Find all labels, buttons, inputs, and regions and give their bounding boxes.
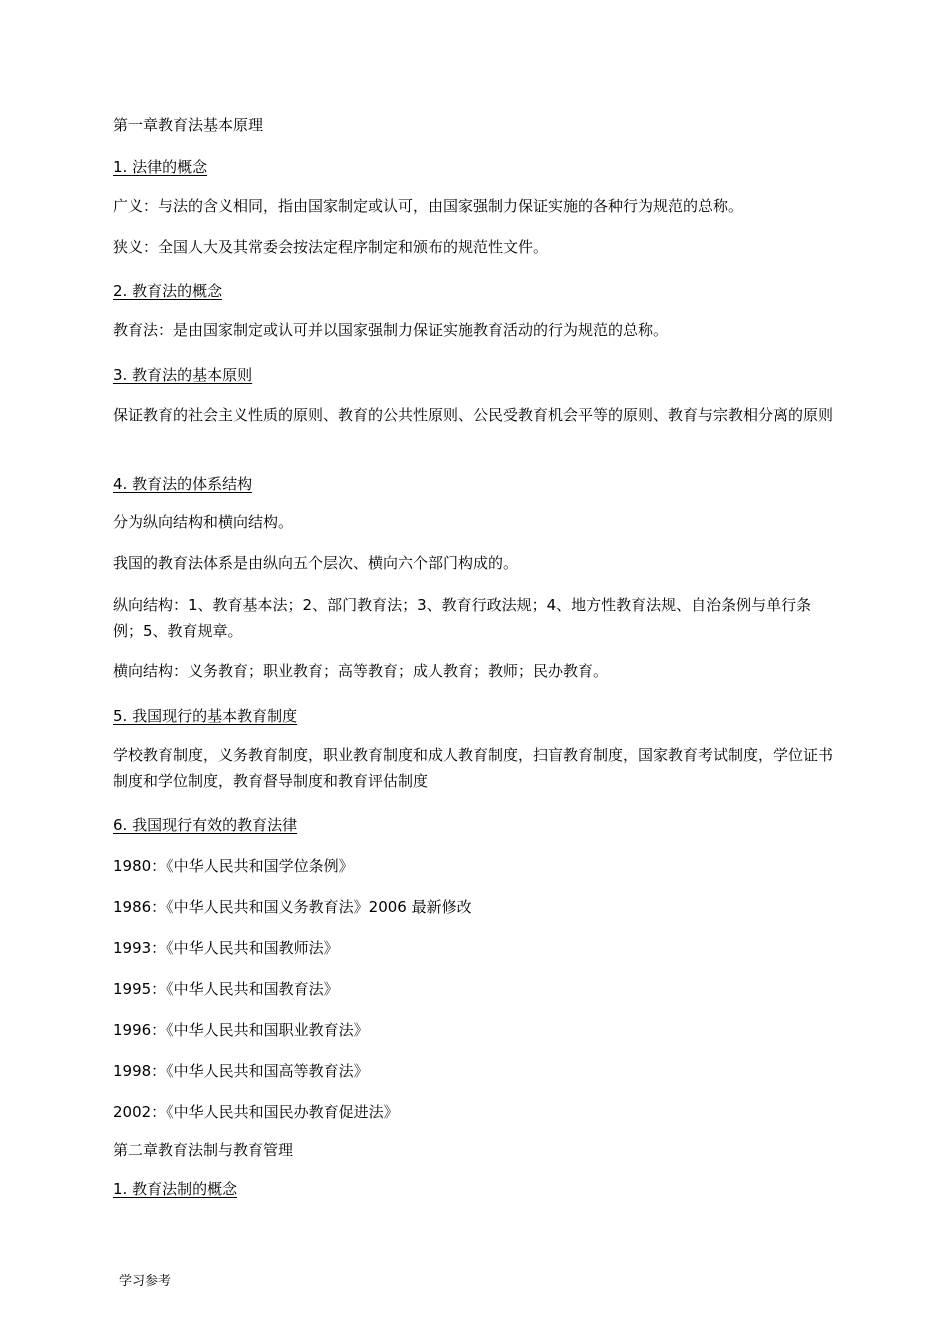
chapter-2-section-1-heading: 1. 教育法制的概念 (113, 1180, 238, 1198)
law-item: 1998：《中华人民共和国高等教育法》 (113, 1062, 369, 1080)
law-item: 1995：《中华人民共和国教育法》 (113, 980, 339, 998)
page-footer: 学习参考 (119, 1274, 172, 1289)
section-1-paragraph-1: 广义：与法的含义相同，指由国家制定或认可，由国家强制力保证实施的各种行为规范的总称。 (113, 197, 744, 215)
law-item: 1986：《中华人民共和国义务教育法》2006 最新修改 (113, 898, 472, 916)
law-item: 2002：《中华人民共和国民办教育促进法》 (113, 1103, 399, 1121)
section-2-heading: 2. 教育法的概念 (113, 282, 223, 300)
section-5-paragraph-1: 学校教育制度，义务教育制度，职业教育制度和成人教育制度，扫盲教育制度，国家教育考试制度，学位证书制度和学位制度，教育督导制度和教育评估制度 (113, 746, 834, 790)
law-item: 1996：《中华人民共和国职业教育法》 (113, 1021, 369, 1039)
section-4-paragraph-2: 我国的教育法体系是由纵向五个层次、横向六个部门构成的。 (113, 554, 519, 572)
section-4-heading: 4. 教育法的体系结构 (113, 475, 253, 493)
section-1-paragraph-2: 狭义：全国人大及其常委会按法定程序制定和颁布的规范性文件。 (113, 238, 549, 256)
section-5-heading: 5. 我国现行的基本教育制度 (113, 707, 298, 725)
law-item: 1993：《中华人民共和国教师法》 (113, 939, 339, 957)
section-3-paragraph-1: 保证教育的社会主义性质的原则、教育的公共性原则、公民受教育机会平等的原则、教育与宗教相分离的原则 (113, 406, 834, 424)
chapter-1-title: 第一章教育法基本原理 (113, 116, 264, 134)
section-2-paragraph-1: 教育法：是由国家制定或认可并以国家强制力保证实施教育活动的行为规范的总称。 (113, 321, 669, 339)
law-item: 1980：《中华人民共和国学位条例》 (113, 857, 354, 875)
section-1-heading: 1. 法律的概念 (113, 158, 208, 176)
section-4-paragraph-3: 纵向结构：1、教育基本法；2、部门教育法；3、教育行政法规；4、地方性教育法规、自治条例与单行条例；5、教育规章。 (113, 596, 812, 640)
chapter-2-title: 第二章教育法制与教育管理 (113, 1141, 294, 1159)
section-4-paragraph-1: 分为纵向结构和横向结构。 (113, 513, 294, 531)
section-4-paragraph-4: 横向结构：义务教育；职业教育；高等教育；成人教育；教师；民办教育。 (113, 662, 609, 680)
section-6-heading: 6. 我国现行有效的教育法律 (113, 816, 298, 834)
section-3-heading: 3. 教育法的基本原则 (113, 366, 253, 384)
